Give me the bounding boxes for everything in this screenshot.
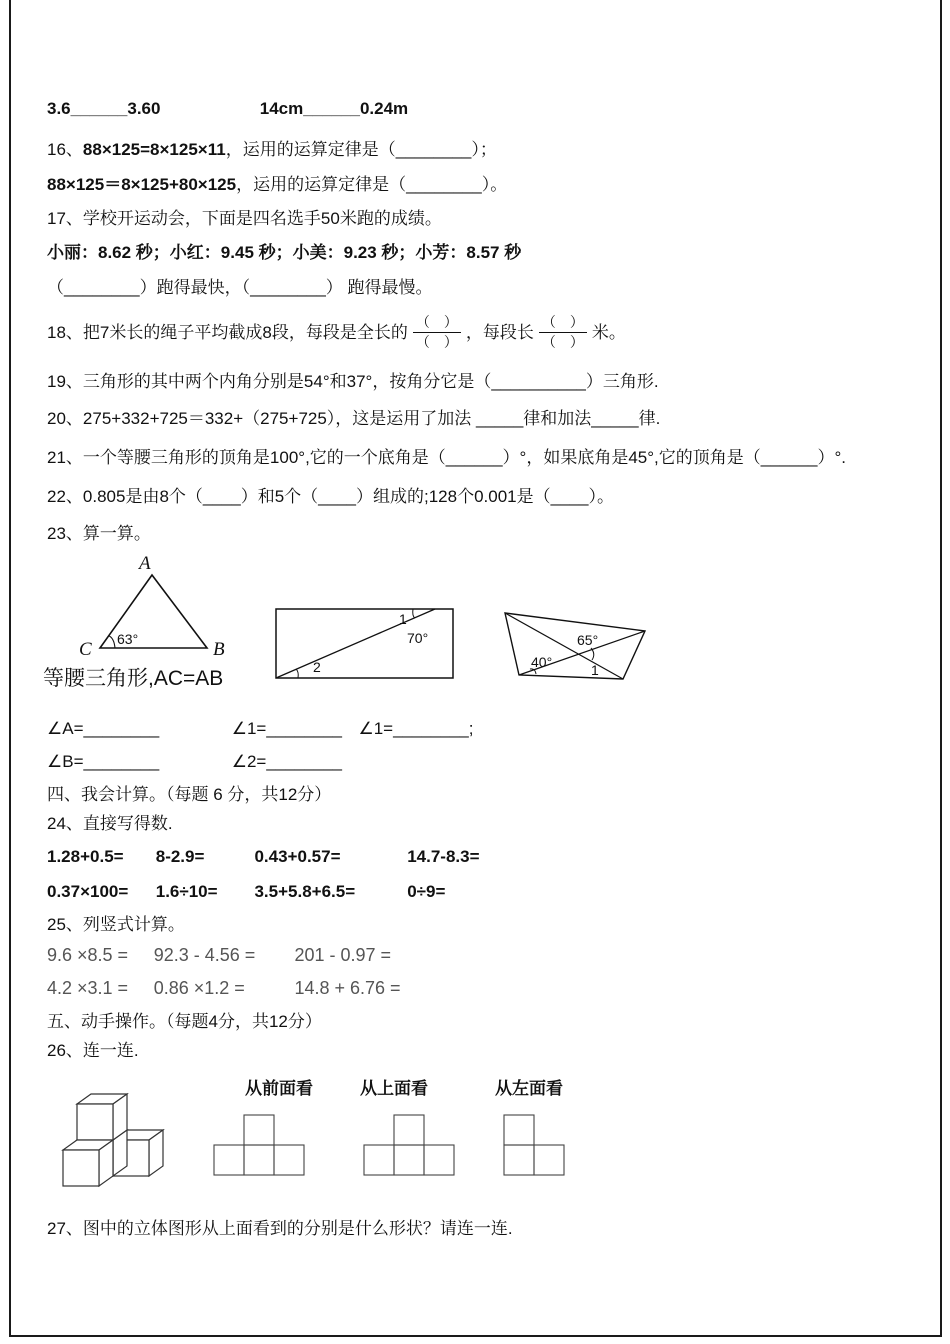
- q24-row2: [47, 880, 910, 903]
- vertex-label-a: A: [139, 552, 151, 574]
- calc-item: 14.7-8.3=: [407, 846, 480, 866]
- calc-item: 0÷9=: [407, 881, 446, 901]
- q18-prefix: 18、把7米长的绳子平均截成8段，每段是全长的: [47, 322, 408, 342]
- cube-stack-figure: [55, 1066, 180, 1198]
- quadrilateral-figure: [495, 605, 655, 690]
- angle-1b-label: 1: [591, 661, 599, 678]
- vertical-calc-item: 201 - 0.97 =: [294, 944, 392, 965]
- section4-heading: 四、我会计算。（每题 6 分，共12分）: [47, 784, 332, 804]
- q17-scores: 小丽：8.62 秒；小红：9.45 秒；小美：9.23 秒；小芳：8.57 秒: [47, 243, 522, 262]
- q24-row1: [47, 845, 910, 868]
- calc-item: 1.28+0.5=: [47, 846, 124, 866]
- triangle-drawing: [55, 553, 265, 663]
- view-front-shape: [213, 1114, 305, 1176]
- q23-figure-area: [43, 552, 910, 709]
- vertical-calc-item: 0.86 ×1.2 =: [153, 977, 245, 998]
- vertical-calc-item: 14.8 + 6.76 =: [294, 977, 401, 998]
- view-square: [424, 1145, 454, 1175]
- quadrilateral-outline: [505, 613, 645, 679]
- calc-item: 8-2.9=: [155, 846, 205, 866]
- view-square: [534, 1145, 564, 1175]
- section5-heading: 五、动手操作。（每题4分，共12分）: [47, 1011, 322, 1031]
- diagonal-1: [505, 613, 623, 679]
- q22-line: 22、0.805是由8个（____）和5个（____）组成的;128个0.001是（____）。: [47, 486, 614, 506]
- view-square: [394, 1115, 424, 1145]
- angle-70-label: 70°: [407, 629, 429, 646]
- angle-a-blank: ∠A=________: [47, 718, 160, 738]
- q18-frac1-denominator: （ ）: [415, 333, 458, 350]
- calc-item: 0.37×100=: [47, 881, 129, 901]
- q15-blanks: [47, 97, 910, 120]
- q27-line: 27、图中的立体图形从上面看到的分别是什么形状？请连一连.: [47, 1218, 513, 1238]
- q16-tail1: ，运用的运算定律是（________）；: [225, 140, 497, 159]
- q18-suffix: 米。: [591, 322, 626, 342]
- q16-line1: [47, 138, 910, 161]
- view-label-left: 从左面看: [495, 1078, 563, 1098]
- view-label-front: 从前面看: [245, 1078, 313, 1098]
- q24-title: 24、直接写得数.: [47, 813, 173, 833]
- q18-frac2-numerator: （ ）: [539, 313, 587, 333]
- q26-title: 26、连一连.: [47, 1040, 139, 1060]
- q16-expression2: 88×125＝8×125+80×125: [47, 175, 237, 194]
- view-square: [214, 1145, 244, 1175]
- q19-line: 19、三角形的其中两个内角分别是54°和37°，按角分它是（__________）三角形.: [47, 371, 659, 391]
- view-square: [504, 1115, 534, 1145]
- angle-1b-blank: ∠1=________;: [358, 718, 474, 738]
- view-square: [504, 1145, 534, 1175]
- q25-title: 25、列竖式计算。: [47, 914, 185, 934]
- calc-item: 1.6÷10=: [155, 881, 218, 901]
- q23-answers-row2: [47, 750, 910, 773]
- angle-65-label: 65°: [577, 631, 599, 648]
- q17-line1: 17、学校开运动会，下面是四名选手50米跑的成绩。: [47, 209, 442, 228]
- angle-arc-1: [413, 609, 415, 618]
- view-square: [244, 1115, 274, 1145]
- q26-figure-area: [47, 1068, 910, 1203]
- vertical-calc-item: 9.6 ×8.5 =: [47, 944, 129, 965]
- calc-item: 3.5+5.8+6.5=: [254, 881, 356, 901]
- q18-frac1-numerator: （ ）: [413, 313, 461, 333]
- cube-face: [63, 1150, 99, 1186]
- q21-line: 21、一个等腰三角形的顶角是100°,它的一个底角是（______）°，如果底角是45°,它的顶角是（______）°.: [47, 447, 846, 467]
- calc-item: 0.43+0.57=: [254, 846, 341, 866]
- angle-arc-c: [109, 636, 115, 648]
- view-square: [364, 1145, 394, 1175]
- q15-blank-left: 3.6______3.60: [47, 99, 161, 118]
- q23-answers-row1: [47, 717, 910, 740]
- view-label-top: 从上面看: [360, 1078, 428, 1098]
- q18-line: [47, 313, 910, 352]
- vertex-label-b: B: [213, 638, 225, 660]
- angle-1-label: 1: [399, 610, 407, 627]
- angle-2-label: 2: [313, 658, 321, 675]
- q18-mid: ，每段长: [465, 322, 534, 342]
- q18-frac2-denominator: （ ）: [541, 333, 584, 350]
- view-square: [394, 1145, 424, 1175]
- angle-b-blank: ∠B=________: [47, 751, 160, 771]
- q15-blank-right: 14cm______0.24m: [259, 99, 409, 118]
- view-square: [244, 1145, 274, 1175]
- cube-face: [77, 1104, 113, 1140]
- angle-2-blank: ∠2=________: [231, 751, 342, 771]
- vertical-calc-item: 92.3 - 4.56 =: [153, 944, 256, 965]
- angle-63-label: 63°: [117, 630, 139, 647]
- triangle-caption: 等腰三角形,AC=AB: [43, 666, 224, 690]
- q17-answer-blanks: （________）跑得最快，（________） 跑得最慢。: [47, 278, 433, 297]
- view-square: [274, 1145, 304, 1175]
- quadrilateral-drawing: [495, 605, 655, 685]
- angle-arc-2: [296, 669, 298, 678]
- rectangle-drawing: [275, 608, 455, 680]
- q25-row2: [47, 977, 910, 1000]
- q16-tail2: ，运用的运算定律是（________）。: [236, 175, 508, 194]
- vertex-label-c: C: [79, 638, 92, 660]
- q18-fraction-2: [539, 313, 587, 352]
- q25-row1: [47, 944, 910, 967]
- q16-expression1: 88×125=8×125×11: [82, 140, 226, 159]
- q20-line: 20、275+332+725＝332+（275+725），这是运用了加法 _____律和加法_____律.: [47, 408, 661, 428]
- rectangle-figure: [275, 608, 455, 685]
- angle-40-label: 40°: [531, 653, 553, 670]
- q16-number: 16、: [47, 140, 83, 159]
- view-left-shape: [503, 1114, 565, 1176]
- angle-1-blank: ∠1=________: [231, 718, 342, 738]
- vertical-calc-item: 4.2 ×3.1 =: [47, 977, 129, 998]
- q18-fraction-1: [413, 313, 461, 352]
- q23-title: 23、算一算。: [47, 523, 151, 543]
- isosceles-triangle-figure: [43, 552, 265, 692]
- view-top-shape: [363, 1114, 455, 1176]
- q16-line2: [47, 173, 910, 196]
